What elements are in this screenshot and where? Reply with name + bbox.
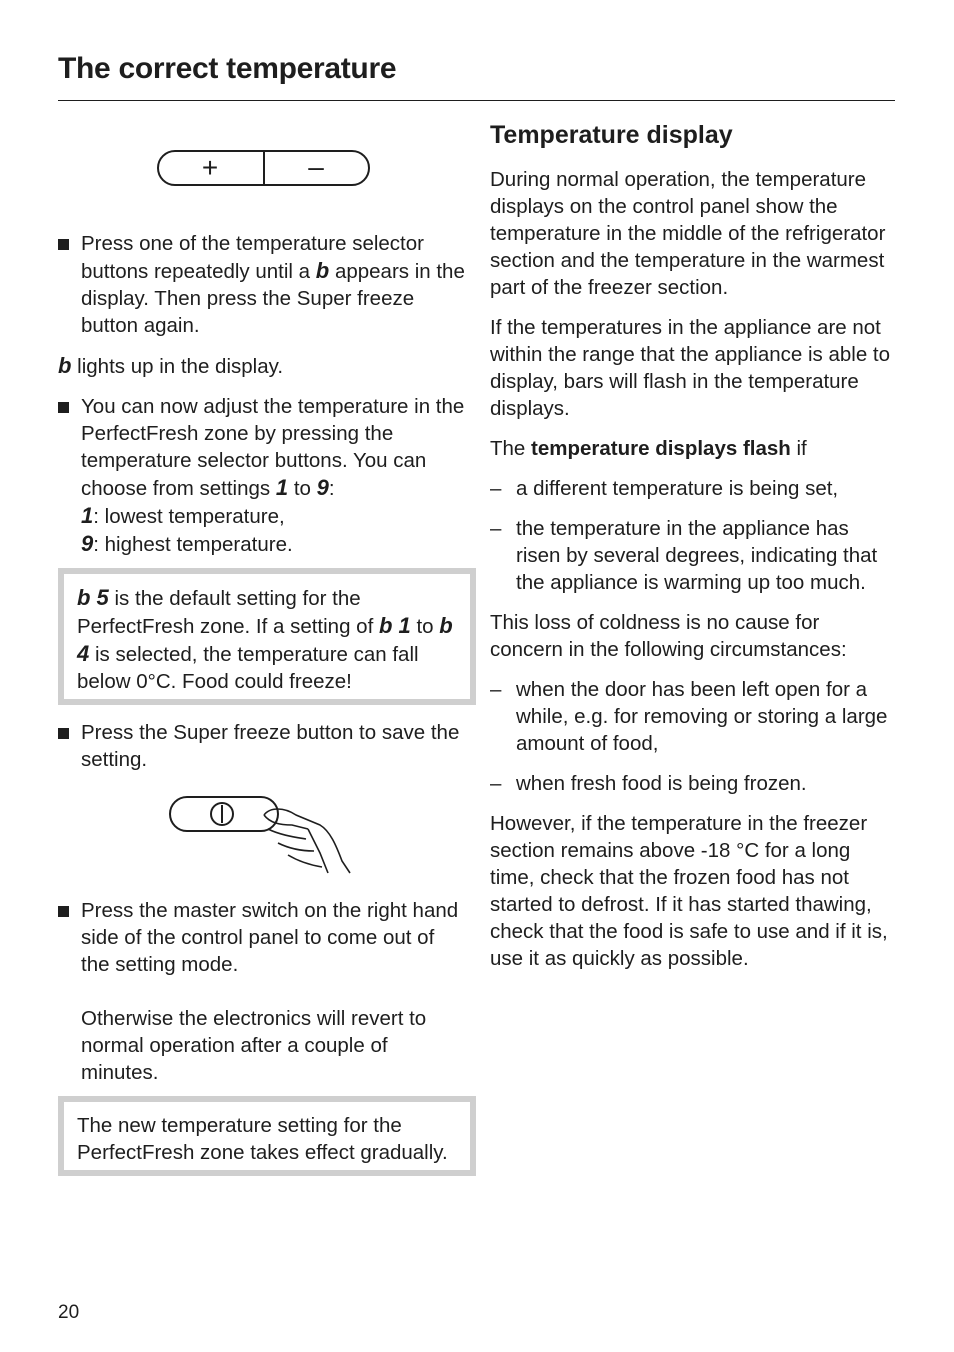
left-column xyxy=(58,148,468,1176)
display-symbol-b5: b 5 xyxy=(77,585,109,610)
title-divider xyxy=(58,100,895,101)
instruction-save-setting: Press the Super freeze button to save the setting. xyxy=(58,719,468,773)
list-item: – the temperature in the appliance has risen by several degrees, indicating that the appliance is warming up too much. xyxy=(490,517,878,594)
bullet-square-icon xyxy=(58,906,69,917)
display-symbol-b: b xyxy=(58,353,72,378)
instruction-adjust-temperature: You can now adjust the temperature in the PerfectFresh zone by pressing the temperature selector buttons. You can choose from settings 1 to 9: 1: lowest temperature, 9: highest temperature. xyxy=(58,393,468,558)
minus-icon: – xyxy=(308,151,324,182)
temperature-selector-buttons-illustration xyxy=(58,148,468,192)
paragraph-no-concern: This loss of coldness is no cause for concern in the following circumstances: xyxy=(490,611,847,661)
display-symbol-b: b xyxy=(315,258,330,283)
paragraph-flash-intro: The temperature displays flash if xyxy=(490,437,807,460)
page-number: 20 xyxy=(58,1302,80,1323)
result-line: b lights up in the display. xyxy=(58,353,284,378)
display-symbol-b4: b 4 xyxy=(77,613,453,666)
plus-icon: + xyxy=(201,152,219,183)
list-item: – when fresh food is being frozen. xyxy=(490,772,807,795)
list-item: – a different temperature is being set, xyxy=(490,477,839,500)
instruction-select-b: Press one of the temperature selector buttons repeatedly until a b appears in the display. Then press the Super freeze button again. xyxy=(58,230,468,339)
right-column xyxy=(490,118,895,972)
info-box: The new temperature setting for the PerfectFresh zone takes effect gradually. xyxy=(58,1096,476,1176)
paragraph-normal-operation: During normal operation, the temperature displays on the control panel show the temperature in the middle of the refrigerator section and the temperature in the warmest part of the freezer section. xyxy=(490,168,886,299)
section-heading: Temperature display xyxy=(490,121,733,149)
paragraph-out-of-range: If the temperatures in the appliance are not within the range that the appliance is able to display, bars will flash in the temperature displays. xyxy=(490,316,891,420)
page-title: The correct temperature xyxy=(58,52,397,85)
paragraph-defrost-check: However, if the temperature in the freezer section remains above -18 °C for a long time, check that the frozen food has not started to defrost. If it has started thawing, check that the food is safe to use and if it is, use it as quickly as possible. xyxy=(490,812,888,970)
bullet-square-icon xyxy=(58,728,69,739)
bullet-square-icon xyxy=(58,402,69,413)
instruction-master-switch: Press the master switch on the right hand side of the control panel to come out of the setting mode. Otherwise the electronics will revert to normal operation after a couple of minutes. xyxy=(58,897,468,1086)
list-item: – when the door has been left open for a while, e.g. for removing or storing a large amount of food, xyxy=(490,678,888,755)
warning-box: b 5 is the default setting for the PerfectFresh zone. If a setting of b 1 to b 4 is selected, the temperature can fall below 0°C. Food could freeze! xyxy=(58,568,476,705)
bullet-square-icon xyxy=(58,239,69,250)
master-switch-press-illustration xyxy=(58,785,468,875)
display-symbol-b1: b 1 xyxy=(378,613,411,638)
